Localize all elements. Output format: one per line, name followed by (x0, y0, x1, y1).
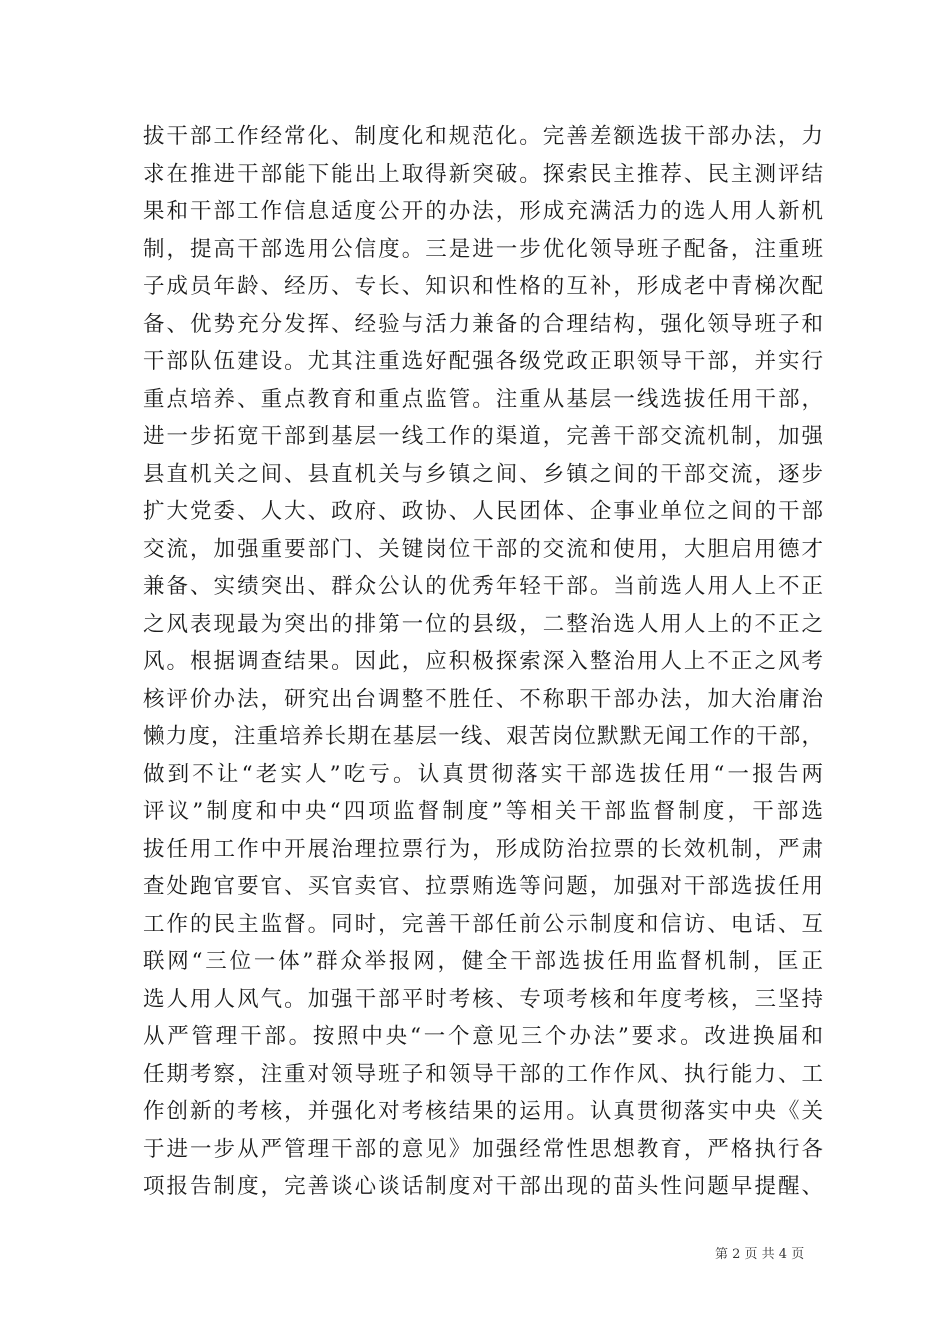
body-paragraph (143, 118, 823, 1206)
text-line: 懒力度，注重培养长期在基层一线、艰苦岗位默默无闻工作的干部， (143, 724, 823, 749)
text-line: 拔干部工作经常化、制度化和规范化。完善差额选拔干部办法，力 (143, 124, 823, 149)
text-line: 县直机关之间、县直机关与乡镇之间、乡镇之间的干部交流，逐步 (143, 461, 823, 487)
text-line: 求在推进干部能下能出上取得新突破。探索民主推荐、民主测评结 (143, 161, 823, 187)
text-line: 从严管理干部。按照中央“一个意见三个办法”要求。改进换届和 (143, 1024, 823, 1049)
text-line: 于进一步从严管理干部的意见》加强经常性思想教育，严格执行各 (143, 1136, 823, 1162)
text-line: 兼备、实绩突出、群众公认的优秀年轻干部。当前选人用人上不正 (143, 574, 823, 599)
text-line: 制，提高干部选用公信度。三是进一步优化领导班子配备，注重班 (143, 236, 823, 262)
text-line: 子成员年龄、经历、专长、知识和性格的互补，形成老中青梯次配 (143, 274, 823, 299)
text-line: 作创新的考核，并强化对考核结果的运用。认真贯彻落实中央《关 (143, 1099, 823, 1124)
text-line: 进一步拓宽干部到基层一线工作的渠道，完善干部交流机制，加强 (143, 424, 823, 449)
page-number: 第 2 页 共 4 页 (715, 1247, 805, 1262)
text-line: 任期考察，注重对领导班子和领导干部的工作作风、执行能力、工 (143, 1061, 823, 1087)
text-line: 之风表现最为突出的排第一位的县级，二整治选人用人上的不正之 (143, 611, 823, 637)
text-line: 核评价办法，研究出台调整不胜任、不称职干部办法，加大治庸治 (143, 686, 823, 712)
text-line: 交流，加强重要部门、关键岗位干部的交流和使用，大胆启用德才 (143, 536, 823, 562)
text-line: 项报告制度，完善谈心谈话制度对干部出现的苗头性问题早提醒、 (143, 1174, 823, 1199)
text-line: 评议”制度和中央“四项监督制度”等相关干部监督制度，干部选 (143, 799, 823, 824)
text-line: 风。根据调查结果。因此，应积极探索深入整治用人上不正之风考 (143, 649, 823, 674)
text-line: 干部队伍建设。尤其注重选好配强各级党政正职领导干部，并实行 (143, 349, 823, 374)
text-line: 备、优势充分发挥、经验与活力兼备的合理结构，强化领导班子和 (143, 311, 823, 337)
text-line: 重点培养、重点教育和重点监管。注重从基层一线选拔任用干部， (143, 386, 823, 412)
text-line: 做到不让“老实人”吃亏。认真贯彻落实干部选拔任用“一报告两 (143, 761, 823, 787)
text-line: 工作的民主监督。同时，完善干部任前公示制度和信访、电话、互 (143, 911, 823, 937)
text-line: 果和干部工作信息适度公开的办法，形成充满活力的选人用人新机 (143, 199, 823, 224)
text-line: 查处跑官要官、买官卖官、拉票贿选等问题，加强对干部选拔任用 (143, 874, 823, 899)
text-line: 联网“三位一体”群众举报网，健全干部选拔任用监督机制，匡正 (143, 949, 823, 974)
text-line: 拔任用工作中开展治理拉票行为，形成防治拉票的长效机制，严肃 (143, 836, 823, 862)
text-line: 扩大党委、人大、政府、政协、人民团体、企事业单位之间的干部 (143, 499, 823, 524)
text-line: 选人用人风气。加强干部平时考核、专项考核和年度考核，三坚持 (143, 986, 823, 1012)
